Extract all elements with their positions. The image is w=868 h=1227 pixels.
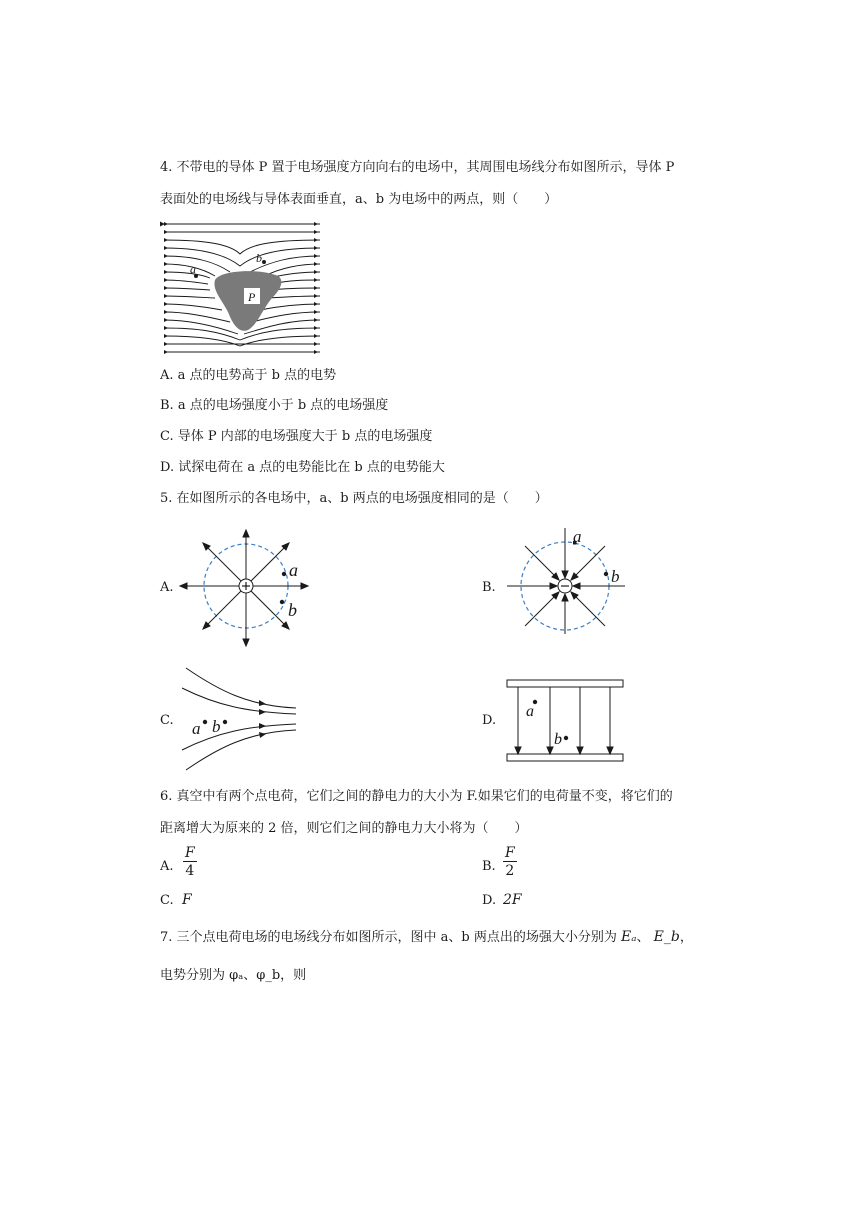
q7-ea-symbol: Eₐ (621, 929, 637, 945)
svg-text:b: b (611, 567, 620, 586)
q5-label-c: C. (160, 713, 174, 728)
svg-text:b: b (288, 600, 297, 620)
svg-text:a: a (192, 719, 201, 738)
q5-figure-b-negative-charge (505, 524, 635, 636)
svg-text:a: a (289, 560, 298, 580)
q7-stem-line2: 电势分别为 φₐ、φ_b，则 (160, 968, 307, 983)
q5-figure-c-field-lines (178, 660, 302, 778)
q6-option-a-fraction: $\frac{F}{4}$ (185, 845, 195, 879)
q4-option-a: A. a 点的电势高于 b 点的电势 (160, 368, 337, 383)
q4-option-d: D. 试探电荷在 a 点的电势能比在 b 点的电势能大 (160, 460, 445, 475)
svg-text:a: a (573, 527, 582, 546)
q6-option-c-label: C. (160, 893, 174, 908)
point-a-label: a (190, 262, 196, 276)
q6-stem-line2: 距离增大为原来的 2 倍，则它们之间的静电力大小将为（ ） (160, 821, 528, 836)
q6-option-a-label: A. (160, 859, 174, 874)
q4-option-b: B. a 点的电场强度小于 b 点的电场强度 (160, 398, 389, 413)
q4-stem-line1: 4. 不带电的导体 P 置于电场强度方向向右的电场中，其周围电场线分布如图所示，导体 P (160, 160, 675, 175)
q6-option-c-value: F (182, 892, 192, 908)
q6-option-d-value: 2F (503, 892, 522, 908)
q4-stem-line2: 表面处的电场线与导体表面垂直，a、b 为电场中的两点，则（ ） (160, 192, 558, 207)
q5-label-a: A. (160, 580, 174, 595)
q7-eb-symbol: E_b (653, 929, 680, 945)
q4-option-c: C. 导体 P 内部的电场强度大于 b 点的电场强度 (160, 429, 433, 444)
point-b-label: b (256, 251, 262, 265)
q5-stem: 5. 在如图所示的各电场中，a、b 两点的电场强度相同的是（ ） (160, 491, 548, 506)
svg-text:b: b (212, 717, 221, 736)
q5-figure-d-parallel-plates (504, 676, 628, 766)
conductor-p-label: P (248, 290, 256, 304)
svg-text:a: a (526, 703, 534, 720)
q5-label-d: D. (482, 713, 497, 728)
q5-figure-a-positive-charge (178, 528, 312, 652)
point-b-dot (262, 260, 266, 264)
q7-stem-line1: 7. 三个点电荷电场的电场线分布如图所示，图中 a、b 两点出的场强大小分别为 Eₐ、 E_b， (160, 929, 693, 945)
q4-conductor-field-figure (160, 218, 324, 358)
q6-option-b-fraction: $\frac{F}{2}$ (505, 845, 515, 879)
q6-option-b-label: B. (482, 859, 496, 874)
q6-stem-line1: 6. 真空中有两个点电荷，它们之间的静电力的大小为 F.如果它们的电荷量不变，将它们的 (160, 789, 673, 804)
q6-option-d-label: D. (482, 893, 497, 908)
q5-label-b: B. (482, 580, 496, 595)
svg-text:b: b (554, 731, 562, 748)
